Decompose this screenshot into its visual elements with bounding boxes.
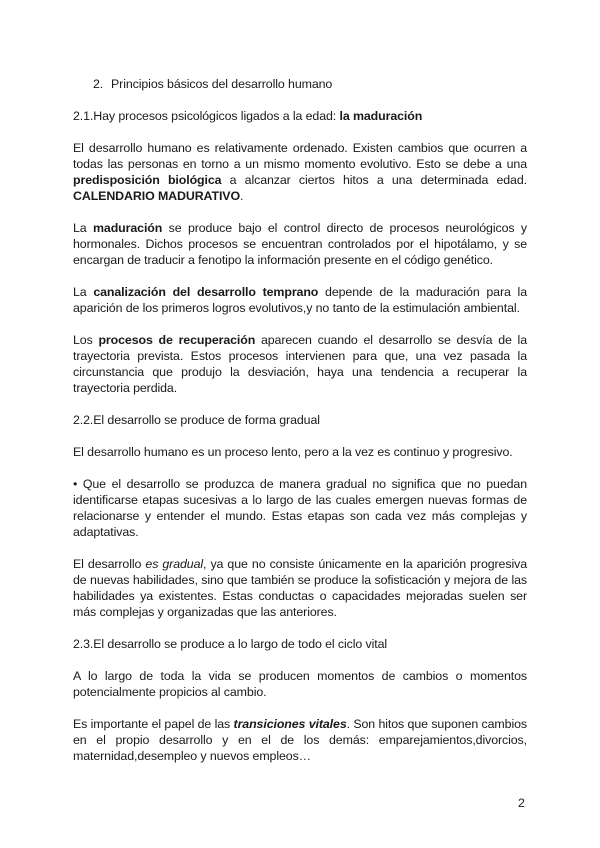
bold-term: predisposición biológica [73,173,222,187]
text-line: trayectoria perdida. [73,381,178,395]
text-span: Es importante el papel de las [73,717,234,731]
page-number: 2 [518,796,525,810]
text-span: El desarrollo [73,557,146,571]
text-line: A lo largo de toda la vida se producen momentos de cambios o momentos [73,669,527,683]
text-line [73,556,527,572]
bold-italic-term: transiciones vitales [233,717,347,731]
text-span: La [73,221,93,235]
text-line: • Que el desarrollo se produzca de manera gradual no significa que no puedan [73,477,527,491]
text-span: La [73,285,94,299]
heading-number: 2. [93,77,104,91]
text-line: trayectoria prevista. Estos procesos intervienen para que, una vez pasada la [73,349,527,363]
subsection-title-2-3: 2.3.El desarrollo se produce a lo largo de todo el ciclo vital [73,637,388,651]
text-line [73,284,527,300]
heading-title: Principios básicos del desarrollo humano [111,77,333,91]
text-line [73,716,527,732]
text-line: maternidad,desempleo y nuevos empleos… [73,749,311,763]
text-line: El desarrollo humano es relativamente ordenado. Existen cambios que ocurren a [73,141,527,155]
text-line [73,172,527,188]
text-line [73,220,527,236]
text-line: más complejas y organizadas que las anteriores. [73,605,337,619]
text-line: identificarse etapas sucesivas a lo largo de las cuales emergen nuevas formas de [73,493,527,507]
text-span: aparecen cuando el desarrollo se desvía de la [255,333,527,347]
bold-term: procesos de recuperación [98,333,256,347]
text-line: hormonales. Dichos procesos se encuentran controlados por el hipotálamo, y se [73,237,527,251]
text-line: relacionarse y entender el mundo. Estas etapas son cada vez más complejas y [73,509,527,523]
text-line [73,332,527,348]
subsection-title-2-2: 2.2.El desarrollo se produce de forma gradual [73,413,320,427]
text-span: . Son hitos que suponen cambios [346,717,527,731]
bold-term: maduración [93,221,163,235]
title-text: 2.1.Hay procesos psicológicos ligados a la edad: [73,109,340,123]
text-span: Los [73,333,99,347]
text-line: potencialmente propicios al cambio. [73,685,267,699]
text-line: circunstancia que produjo la desviación, haya una tendencia a recuperar la [73,365,527,379]
text-line: encargan de traducir a fenotipo la información presente en el código genético. [73,253,493,267]
paragraph-continuo: El desarrollo humano es un proceso lento, pero a la vez es continuo y progresivo. [73,445,513,459]
title-bold: la maduración [339,109,423,123]
text-line: habilidades ya existentes. Estas conductas o capacidades mejoradas suelen ser [73,589,527,603]
text-span: , ya que no consiste únicamente en la aparición progresiva [203,557,527,571]
text-span: . [240,189,244,203]
text-line: todas las personas en torno a un mismo momento evolutivo. Esto se debe a una [73,157,527,171]
text-line: de nuevas habilidades, sino que también se produce la sofisticación y mejora de las [73,573,527,587]
text-span: se produce bajo el control directo de procesos neurológicos y [162,221,527,235]
text-line: en el propio desarrollo y en el de los demás: emparejamientos,divorcios, [73,733,527,747]
bold-term: CALENDARIO MADURATIVO [73,189,241,203]
text-span: a alcanzar ciertos hitos a una determinada edad. [221,173,527,187]
text-span: depende de la maduración para la [318,285,527,299]
text-line: adaptativas. [73,525,139,539]
bold-term: canalización del desarrollo temprano [93,285,319,299]
text-line: aparición de los primeros logros evolutivos,y no tanto de la estimulación ambiental. [73,301,520,315]
text-line [73,188,243,204]
italic-term: es gradual [145,557,204,571]
subsection-title-2-1 [73,108,422,124]
